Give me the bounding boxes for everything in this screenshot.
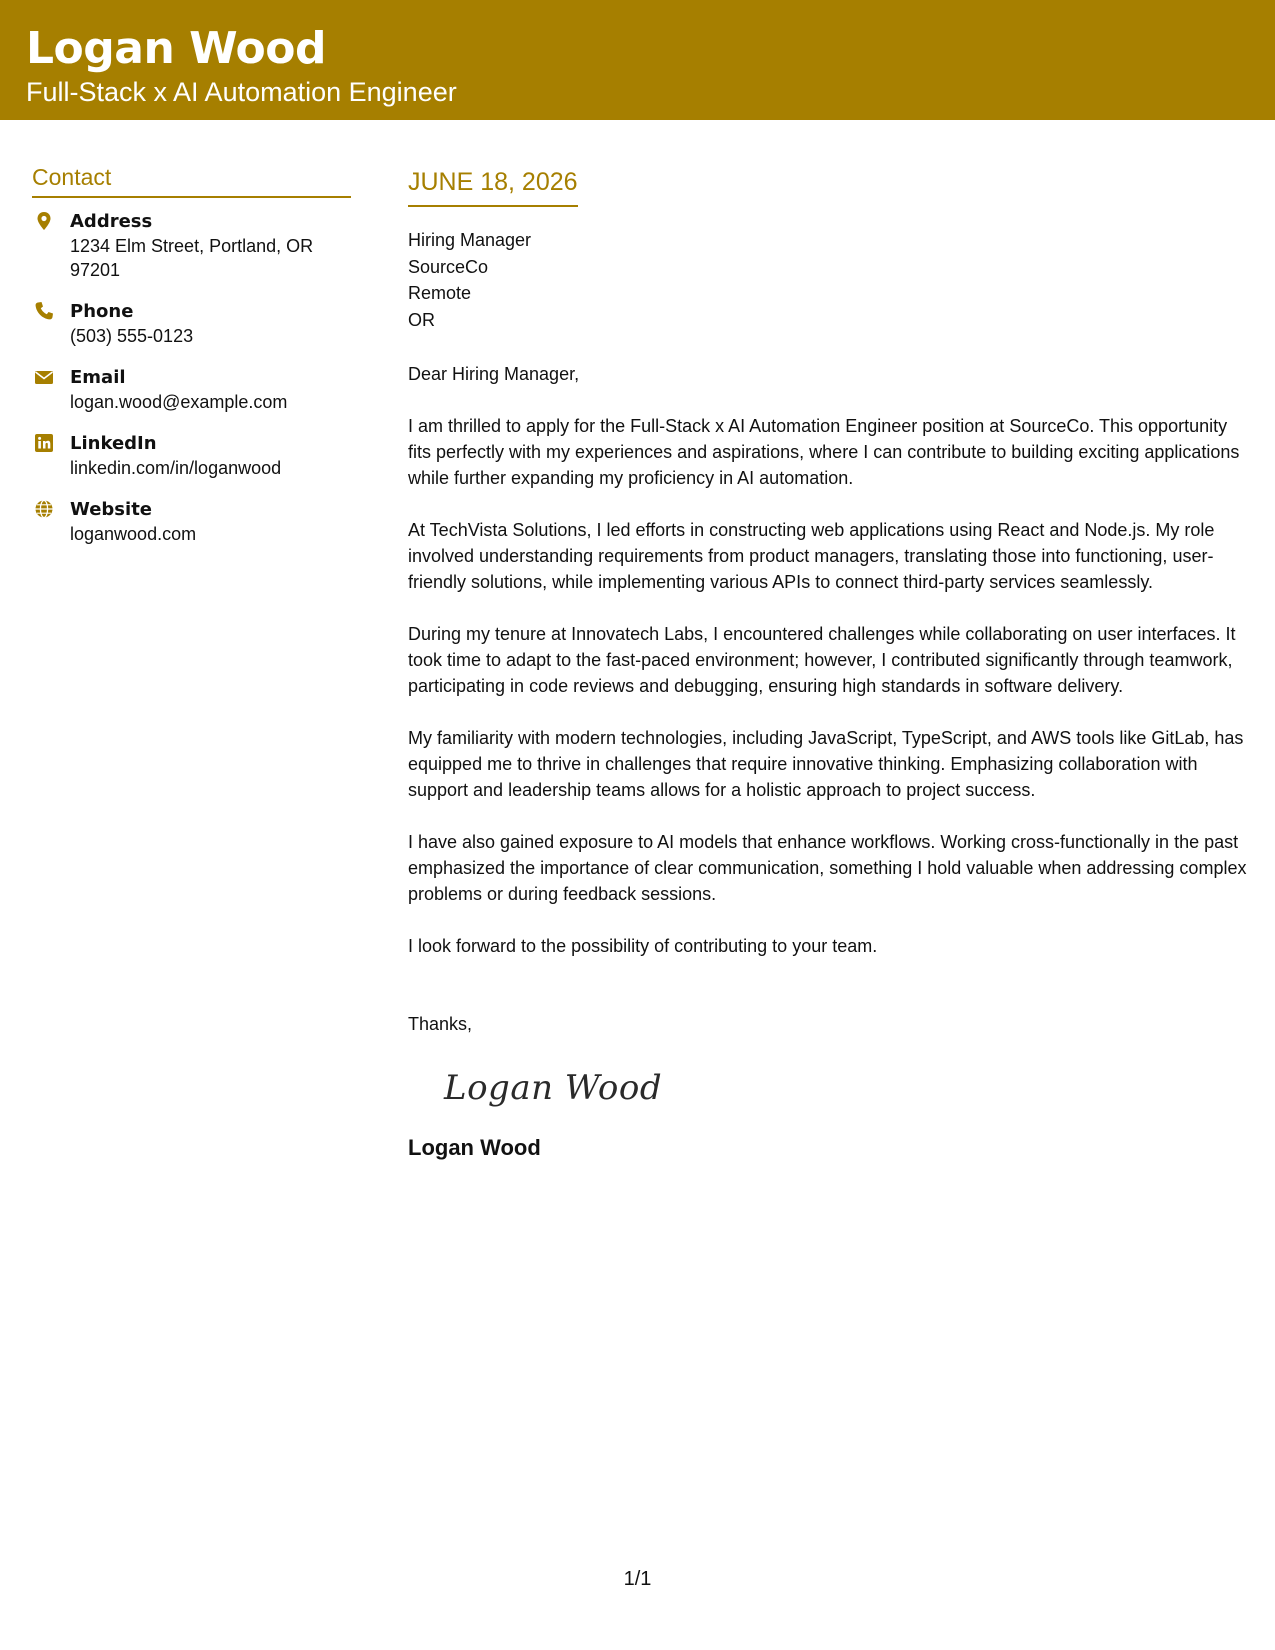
letter-body	[408, 166, 1248, 1163]
body-paragraph: I look forward to the possibility of contributing to your team.	[408, 936, 878, 956]
closing: Thanks,	[408, 1014, 473, 1034]
contact-value: logan.wood@example.com	[70, 392, 288, 412]
body-paragraph: My familiarity with modern technologies, including JavaScript, TypeScript, and AWS tools like GitLab, has equipped me to thrive in challenges that require innovative thinking. Emphasizing collaboration with support and leadership teams allows for a holistic approach to project success.	[408, 728, 1244, 800]
contact-label: LinkedIn	[70, 433, 157, 454]
contact-item-email	[32, 366, 351, 414]
phone-icon	[34, 301, 54, 321]
contact-label: Email	[70, 367, 126, 388]
recipient-line: Remote	[408, 283, 472, 303]
contact-value: 1234 Elm Street, Portland, OR 97201	[70, 236, 314, 280]
recipient-line: SourceCo	[408, 256, 489, 277]
contact-heading: Contact	[32, 162, 351, 198]
contact-value: loganwood.com	[70, 524, 197, 544]
contact-item-address	[32, 210, 351, 282]
contact-label: Phone	[70, 301, 134, 322]
body-paragraph: I have also gained exposure to AI models that enhance workflows. Working cross-functionally in the past emphasized the importance of clear communication, something I hold valuable when addressing complex problems or during feedback sessions.	[408, 832, 1247, 904]
contact-label: Website	[70, 499, 153, 520]
globe-icon	[34, 499, 54, 519]
applicant-name: Logan Wood	[26, 23, 327, 74]
body-paragraph: I am thrilled to apply for the Full-Stack x AI Automation Engineer position at SourceCo. This opportunity fits perfectly with my experiences and aspirations, where I can contribute to building exciting applications while further expanding my proficiency in AI automation.	[408, 416, 1240, 488]
recipient-line: Hiring Manager	[408, 230, 532, 250]
contact-item-phone	[32, 300, 351, 348]
signer-name: Logan Wood	[408, 1135, 541, 1160]
envelope-icon	[34, 367, 54, 387]
body-paragraph: During my tenure at Innovatech Labs, I encountered challenges while collaborating on user interfaces. It took time to adapt to the fast-paced environment; however, I contributed significantly through teamwork, participating in code reviews and debugging, ensuring high standards in software delivery.	[408, 624, 1236, 696]
body-paragraph: At TechVista Solutions, I led efforts in constructing web applications using React and Node.js. My role involved understanding requirements from product managers, translating those into functioning, user-friendly solutions, while implementing various APIs to connect third-party services seamlessly.	[408, 520, 1215, 592]
recipient-line: OR	[408, 309, 435, 330]
contact-list	[32, 210, 351, 546]
salutation: Dear Hiring Manager,	[408, 364, 580, 384]
letter-date: JUNE 18, 2026	[408, 166, 578, 207]
linkedin-icon	[34, 433, 54, 453]
page-number: 1/1	[623, 1568, 652, 1590]
contact-item-linkedin	[32, 432, 351, 480]
contact-value: (503) 555-0123	[70, 326, 194, 346]
recipient-block	[408, 227, 1248, 333]
contact-item-website	[32, 498, 351, 546]
applicant-title: Full-Stack x AI Automation Engineer	[26, 77, 457, 107]
contact-label: Address	[70, 211, 153, 232]
contact-sidebar	[32, 162, 351, 564]
contact-value: linkedin.com/in/loganwood	[70, 458, 282, 478]
handwritten-signature: Logan Wood	[444, 1068, 663, 1108]
map-pin-icon	[34, 211, 54, 231]
page-header	[0, 0, 1275, 120]
